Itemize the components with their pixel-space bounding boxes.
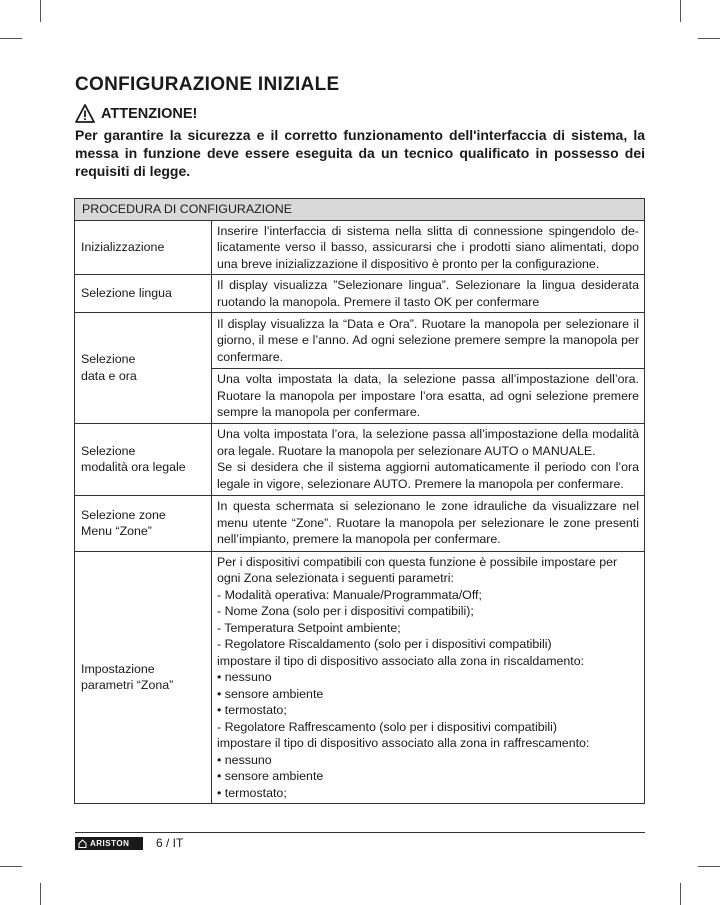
row-label: Inizializzazione: [75, 220, 212, 275]
row-text: Una volta impostata la data, la selezione passa all’impostazione dell’ora. Ruotare la manopola per impostare l’ora esatta, ad ogni selezione premere sempre la manopola per confermare.: [212, 369, 645, 424]
table-header: PROCEDURA DI CONFIGURAZIONE: [75, 199, 645, 221]
page-number: 6 / IT: [156, 836, 184, 850]
table-row: [75, 495, 645, 551]
footer-rule: [75, 832, 645, 833]
warning-heading: [75, 104, 197, 123]
house-icon: [78, 839, 87, 848]
brand-logo: [75, 837, 143, 850]
row-text: Una volta impostata l’ora, la selezione passa all’impostazione della modalità ora legale. Ruotare la manopola per selezionare AUTO o MANUALE. Se si desidera che il sistema aggiorni automaticamente il periodo con l’ora legale in vigore, selezionare AUTO. Premere la manopola per confermare.: [212, 423, 645, 495]
warning-title: ATTENZIONE!: [101, 105, 198, 122]
table-row: [75, 313, 645, 369]
row-text: Il display visualizza ”Selezionare lingua”. Selezionare la lingua desiderata ruotando la manopola. Premere il tasto OK per confermare: [212, 275, 645, 313]
page-title: CONFIGURAZIONE INIZIALE: [75, 74, 340, 95]
warning-triangle-icon: [75, 104, 95, 123]
crop-mark: [680, 883, 681, 905]
crop-mark: [40, 0, 41, 22]
table-row: [75, 220, 645, 275]
row-label: Selezione zone Menu “Zone”: [75, 495, 212, 551]
row-text: Inserire l’interfaccia di sistema nella slitta di connessione spingendolo de-licatamente verso il basso, assicurarsi che i prodotti siano alimentati, dopo una breve inizializzazione il dispositivo è pronto per la configurazione.: [212, 220, 645, 275]
row-label: Selezione data e ora: [75, 313, 212, 424]
row-text: In questa schermata si selezionano le zone idrauliche da visualizzare nel menu utente “Zone”. Ruotare la manopola per selezionare le zone presenti nell’impianto, premere la manopola per confermare.: [212, 495, 645, 551]
table-row: [75, 551, 645, 804]
table-row: [75, 423, 645, 495]
table-row: [75, 275, 645, 313]
crop-mark: [698, 866, 720, 867]
crop-mark: [40, 883, 41, 905]
crop-mark: [680, 0, 681, 22]
row-label: Selezione modalità ora legale: [75, 423, 212, 495]
row-text: Per i dispositivi compatibili con questa funzione è possibile impostare per ogni Zona selezionata i seguenti parametri: - Modalità operativa: Manuale/Programmata/Off; - Nome Zona (solo per i dispositivi compatibili); - Temperatura Setpoint ambiente; - Regolatore Riscaldamento (solo per i dispositivi compatibili) impostare il tipo di dispositivo associato alla zona in riscaldamento: • nessuno • sensore ambiente • termostato; - Regolatore Raffrescamento (solo per i dispositivi compatibili) impostare il tipo di dispositivo associato alla zona in raffrescamento: • nessuno • sensore ambiente • termostato;: [212, 551, 645, 804]
configuration-table: [74, 198, 645, 804]
crop-mark: [0, 866, 22, 867]
row-label: Impostazione parametri “Zona”: [75, 551, 212, 804]
row-text: Il display visualizza la “Data e Ora”. Ruotare la manopola per selezionare il giorno, il mese e l’anno. Ad ogni selezione premere sempre la manopola per confermare.: [212, 313, 645, 369]
crop-mark: [698, 38, 720, 39]
crop-mark: [0, 38, 22, 39]
row-label: Selezione lingua: [75, 275, 212, 313]
brand-name: ARISTON: [90, 839, 130, 848]
warning-text: Per garantire la sicurezza e il corretto funzionamento dell'interfaccia di sistema, la messa in funzione deve essere eseguita da un tecnico qualificato in possesso dei requisiti di legge.: [75, 127, 645, 179]
